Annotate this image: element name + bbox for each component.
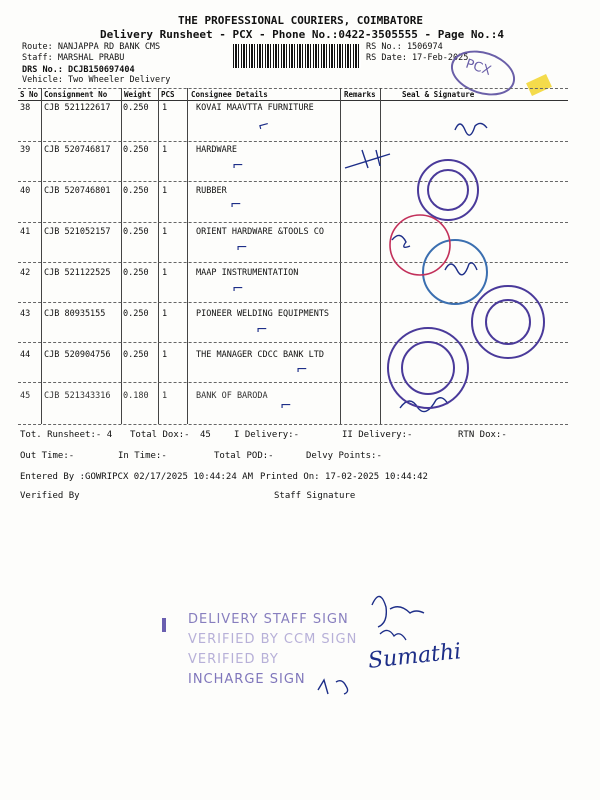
header-remarks: Remarks — [344, 90, 376, 99]
cell-consignee: MAAP INSTRUMENTATION — [196, 268, 299, 278]
cell-sno: 41 — [20, 227, 31, 237]
tick-mark: ⌐ — [230, 197, 242, 213]
cell-consignee: BANK OF BARODA — [196, 391, 268, 401]
header-seal-signature: Seal & Signature — [402, 90, 475, 99]
tick-mark: ⌐ — [256, 322, 268, 338]
vehicle-label: Vehicle: Two Wheeler Delivery — [22, 75, 171, 85]
header-sno: S No — [20, 90, 39, 99]
stamp-line: VERIFIED BY — [188, 652, 279, 667]
cell-consignee: HARDWARE — [196, 145, 237, 155]
out-time: Out Time:- — [20, 451, 75, 461]
printed-on: Printed On: 17-02-2025 10:44:42 — [260, 472, 428, 482]
rs-date: RS Date: 17-Feb-2025 — [366, 53, 469, 63]
cell-sno: 45 — [20, 391, 31, 401]
header-consignment: Consignment No — [44, 90, 108, 99]
tick-mark: ⌐ — [232, 281, 244, 297]
handwritten-name: Sumathi — [366, 639, 463, 674]
entered-by: Entered By :GOWRIPCX 02/17/2025 10:44:24 AM — [20, 472, 253, 482]
tick-mark: ⌐ — [296, 362, 308, 378]
rs-number: RS No.: 1506974 — [366, 42, 443, 52]
cell-consignment: CJB 521122525 — [44, 268, 111, 278]
cell-consignment: CJB 521343316 — [44, 391, 111, 401]
delvy-points: Delvy Points:- — [306, 451, 382, 461]
cell-pcs: 1 — [162, 186, 168, 196]
total-dox-label: Total Dox:- — [130, 430, 190, 440]
cell-weight: 0.250 — [123, 350, 149, 360]
cell-weight: 0.250 — [123, 309, 149, 319]
cell-weight: 0.250 — [123, 227, 149, 237]
cell-pcs: 1 — [162, 268, 168, 278]
total-dox-value: 45 — [200, 430, 211, 440]
ii-delivery: II Delivery:- — [342, 430, 413, 440]
cell-weight: 0.250 — [123, 145, 149, 155]
stamp-line: DELIVERY STAFF SIGN — [188, 612, 349, 627]
cell-consignee: ORIENT HARDWARE &TOOLS CO — [196, 227, 324, 237]
cell-sno: 39 — [20, 145, 31, 155]
cell-sno: 40 — [20, 186, 31, 196]
tick-mark: ⌐ — [256, 116, 272, 136]
cell-consignment: CJB 520746817 — [44, 145, 111, 155]
pcx-stamp-text: PCX — [463, 56, 493, 79]
cell-consignee: RUBBER — [196, 186, 227, 196]
cell-pcs: 1 — [162, 145, 168, 155]
cell-sno: 38 — [20, 103, 31, 113]
cell-consignment: CJB 80935155 — [44, 309, 106, 319]
cell-sno: 44 — [20, 350, 31, 360]
cell-pcs: 1 — [162, 227, 168, 237]
drs-number: DRS No.: DCJB150697404 — [22, 65, 135, 75]
cell-consignee: PIONEER WELDING EQUIPMENTS — [196, 309, 330, 319]
in-time: In Time:- — [118, 451, 167, 461]
header-consignee: Consignee Details — [191, 90, 268, 99]
header-weight: Weight — [124, 90, 152, 99]
staff-signature: Staff Signature — [274, 491, 356, 501]
company-title: THE PROFESSIONAL COURIERS, COIMBATORE — [178, 14, 424, 27]
i-delivery: I Delivery:- — [234, 430, 300, 440]
route-label: Route: NANJAPPA RD BANK CMS — [22, 42, 161, 52]
cell-weight: 0.250 — [123, 186, 149, 196]
cell-pcs: 1 — [162, 391, 168, 401]
cell-pcs: 1 — [162, 350, 168, 360]
runsheet-subtitle: Delivery Runsheet - PCX - Phone No.:0422-3505555 - Page No.:4 — [100, 28, 504, 41]
tick-mark: ⌐ — [280, 398, 292, 414]
tick-mark: ⌐ — [232, 158, 244, 174]
cell-consignment: CJB 521122617 — [44, 103, 111, 113]
cell-consignment: CJB 520746801 — [44, 186, 111, 196]
stamp-line: INCHARGE SIGN — [188, 672, 306, 687]
rtn-dox: RTN Dox:- — [458, 430, 507, 440]
cell-sno: 42 — [20, 268, 31, 278]
cell-pcs: 1 — [162, 309, 168, 319]
cell-sno: 43 — [20, 309, 31, 319]
cell-consignee: KOVAI MAAVTTA FURNITURE — [196, 103, 314, 113]
cell-consignment: CJB 520904756 — [44, 350, 111, 360]
cell-weight: 0.180 — [123, 391, 149, 401]
cell-pcs: 1 — [162, 103, 168, 113]
staff-label: Staff: MARSHAL PRABU — [22, 53, 125, 63]
tot-runsheet: Tot. Runsheet:- 4 — [20, 430, 113, 440]
tick-mark: ⌐ — [236, 240, 248, 256]
cell-consignment: CJB 521052157 — [44, 227, 111, 237]
total-pod: Total POD:- — [214, 451, 274, 461]
verified-by: Verified By — [20, 491, 80, 501]
header-pcs: PCS — [161, 90, 175, 99]
stamp-line: VERIFIED BY CCM SIGN — [188, 632, 358, 647]
cell-consignee: THE MANAGER CDCC BANK LTD — [196, 350, 324, 360]
cell-weight: 0.250 — [123, 268, 149, 278]
cell-weight: 0.250 — [123, 103, 149, 113]
